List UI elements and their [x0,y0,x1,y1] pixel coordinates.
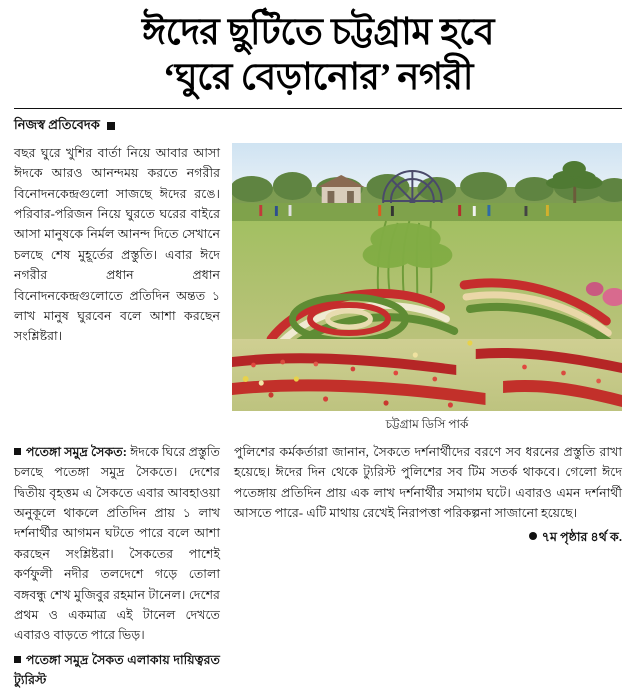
column-2-paragraph: পুলিশের কর্মকর্তারা জানান, সৈকতে দর্শনার্থীদের বরণে সব ধরনের প্রস্তুতি রাখা হয়েছে। ঈদের দিন থেকে ট্যুরিস্ট পুলিশের সব টিম সতর্ক থাকবে। গেলো ঈদে পতেঙ্গায় প্রতিদিন প্রায় এক লাখ দর্শনার্থীর সমাগম ঘটে। এবারও এমন দর্শনার্থী আসতে পারে- এটি মাথায় রেখেই নিরাপত্তা পরিকল্পনা সাজানো হয়েছে। [234,444,622,521]
article-column-1 [14,143,220,347]
square-bullet-icon [14,448,21,455]
photo-caption: চট্টগ্রাম ডিসি পার্ক [385,416,469,431]
article-column-1-continued [14,442,220,691]
continuation-text: ৭ম পৃষ্ঠার ৪র্থ ক. [541,530,622,545]
headline-line-1: ঈদের ছুটিতে চট্টগ্রাম হবে [141,12,495,53]
section-1-title: পতেঙ্গা সমুদ্র সৈকত: [26,444,127,459]
article-photo [232,143,622,411]
photo-column [232,143,622,436]
bullet-dot-icon [529,532,537,540]
article-right-columns [234,442,622,550]
section-2-paragraph [14,650,220,691]
byline-text: নিজস্ব প্রতিবেদক [14,116,100,132]
headline-divider [14,108,622,109]
section-1-paragraph [14,442,220,646]
square-marker-icon [107,122,115,130]
square-bullet-icon-2 [14,656,21,663]
byline [14,116,622,137]
section-1-body: ঈদকে ঘিরে প্রস্তুতি চলছে পতেঙ্গা সমুদ্র সৈকতে। দেশের দ্বিতীয় বৃহত্তম এ সৈকতে এবার আবহাওয়া অনুকূলে থাকলে প্রতিদিন প্রায় ১ লাখ দর্শনার্থীর আগমন ঘটতে পারে বলে আশা করছেন সংশ্লিষ্টরা। সৈকতের পাশেই কর্ণফুলী নদীর তলদেশে গড়ে তোলা বঙ্গবন্ধু শেখ মুজিবুর রহমান টানেল। দেশের প্রথম ও একমাত্র এই টানেল দেখতে এবারও বাড়তে পারে ভিড়। [14,444,220,643]
section-2-title: পতেঙ্গা সমুদ্র সৈকত এলাকায় দায়িত্বরত ট্যুরিস্ট [14,652,220,688]
headline-line-2: ‘ঘুরে বেড়ানোর’ নগরী [162,57,474,99]
article-top-zone [14,143,622,436]
page-title [14,10,622,99]
article-photo-wrapper [232,143,622,411]
article-bottom-zone [14,442,622,691]
article-lead-paragraph: বছর ঘুরে খুশির বার্তা নিয়ে আবার আসা ঈদকে আরও আনন্দময় করতে নগরীর বিনোদনকেন্দ্রগুলো সাজছে ঈদের রঙে। পরিবার-পরিজন নিয়ে ঘুরতে ঘরের বাইরে আসা মানুষকে নির্মল আনন্দ দিতে সেখানে চলছে শেষ মুহূর্তের প্রস্তুতি। এবার ঈদে নগরীর প্রধান প্রধান বিনোদনকেন্দ্রগুলোতে প্রতিদিন অন্তত ১ লাখ মানুষ ঘুরবেন বলে আশা করছেন সংশ্লিষ্টরা। [14,145,220,344]
continuation-note [234,529,622,549]
article-column-2 [234,442,622,550]
